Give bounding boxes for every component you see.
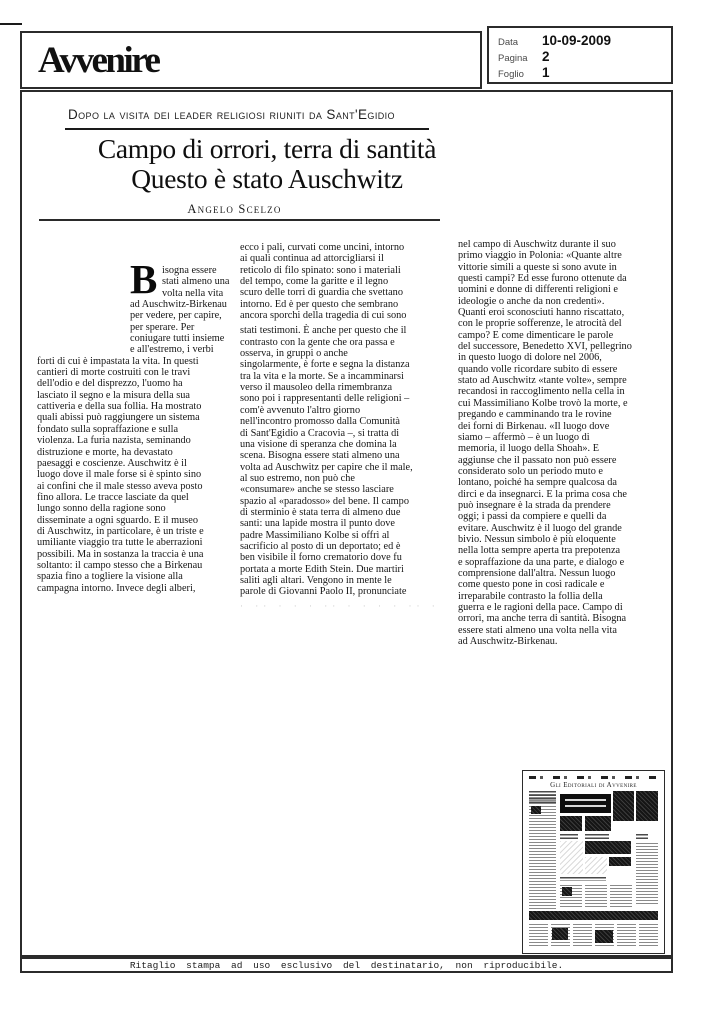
text-line: scena. Bisogna essere stati almeno una — [240, 450, 400, 462]
text-line: vittorie simili a queste si sono avute in — [458, 261, 617, 273]
mini-heading-block — [585, 834, 609, 839]
text-line: quando volle ricordare subito di essere — [458, 363, 618, 375]
text-line: cantieri di morte costruiti con le travi — [37, 367, 191, 379]
text-line: considerato solo un periodo muto e — [458, 465, 603, 477]
page-thumbnail — [522, 770, 665, 954]
text-line: dirci e da insegnarci. E la prima cosa che — [458, 488, 627, 500]
text-line: isogna essere — [162, 265, 217, 276]
column-1-lines — [37, 356, 243, 594]
text-line: comprensione dall'altra. Nessun luogo — [458, 567, 616, 579]
text-line: parole di Giovanni Paolo II, pronunciate — [240, 586, 407, 598]
headline-line-2: Questo è stato Auschwitz — [131, 163, 403, 194]
headline — [32, 134, 502, 194]
text-line: evitare. Auschwitz è il luogo del grande — [458, 522, 622, 534]
text-line: Quanti eroi sconosciuti hanno riscattato, — [458, 307, 625, 319]
text-line: volta nella vita — [162, 287, 224, 299]
text-line: questi campi? Ed esse furono ottenute da — [458, 273, 627, 285]
sheet-value: 1 — [542, 65, 550, 80]
text-line: di sterminio è stata terra di almeno due — [240, 506, 401, 518]
text-line: recandosi in raccoglimento nella cella in — [458, 386, 625, 398]
article-column-3 — [458, 239, 668, 647]
text-line: una visione di speranza che domina la — [240, 438, 397, 450]
info-row-date — [498, 33, 671, 49]
text-line: reticolo di filo spinato: sono i materiali — [240, 264, 401, 276]
text-line: dei forni di Birkenau. «Il luogo dove — [458, 420, 610, 432]
column-2-lines — [240, 242, 454, 598]
drop-cap: B — [130, 256, 158, 302]
byline-rule — [39, 219, 440, 221]
text-line: primo viaggio in Polonia: «Quante altre — [458, 250, 622, 262]
text-line: del successore, Benedetto XVI, pellegrino — [458, 341, 632, 353]
mini-text-block — [636, 843, 658, 905]
text-line: stati almeno una — [162, 276, 230, 288]
masthead-box — [20, 31, 482, 89]
mini-sketch — [560, 841, 583, 874]
text-line: portata a morte Edith Stein. Due martiri — [240, 563, 404, 575]
text-line: luogo dove il male forse si è spinto sino — [37, 469, 202, 481]
text-line: spazia fino a togliere la visione alla — [37, 571, 183, 583]
mini-text-block — [617, 924, 636, 947]
mini-headline-text-line — [565, 799, 606, 801]
mini-text-block — [529, 924, 548, 947]
mini-photo — [552, 928, 568, 940]
sheet-label: Foglio — [498, 69, 524, 80]
text-line: stato ad Auschwitz «tante volte», sempre — [458, 375, 627, 387]
mini-photo — [609, 857, 631, 866]
text-line: uomini e donne di differenti religioni e — [458, 284, 618, 296]
text-line: per sperare. Per — [130, 321, 195, 333]
mini-text-block — [585, 885, 607, 909]
text-line: dell'odio e del disprezzo, l'uomo ha — [37, 378, 183, 390]
mini-photo — [595, 930, 613, 943]
text-line: fondato sulla sopraffazione e sulla — [37, 423, 179, 435]
newspaper-logo: Avvenire — [38, 39, 159, 81]
mini-text-block — [639, 924, 658, 947]
thumbnail-header-dashes — [529, 776, 658, 779]
mini-photo — [585, 816, 611, 831]
text-line: violenza. La furia nazista, seminando — [37, 435, 191, 447]
info-row-sheet — [498, 65, 671, 81]
text-line: lasciato il segno e la misura della sua — [37, 389, 190, 401]
mini-heading-block — [560, 834, 578, 839]
text-line: irreparabile contrasto la follia della — [458, 590, 603, 602]
text-line: spazio al «paradosso» del bene. Il campo — [240, 495, 409, 507]
text-line: per vedere, per capire, — [130, 310, 222, 322]
mini-heading-block — [636, 834, 648, 840]
text-line: umiliante viaggio tra tutte le aberrazioni — [37, 537, 203, 549]
column-3-lines — [458, 239, 668, 647]
text-line: com'è avvenuto l'altro giorno — [240, 404, 361, 416]
text-line: fino allora. Le tracce lasciate da quel — [37, 491, 189, 503]
mini-text-block — [573, 924, 592, 947]
text-line: intorno. Ed è per questo che sembrano — [240, 298, 399, 310]
text-line: guerra e le ragioni della pace. Campo di — [458, 602, 623, 613]
text-line: sono poi i rappresentanti delle religioni – — [240, 393, 410, 405]
text-line: oggi; i passi da compiere e quelli da — [458, 511, 607, 523]
text-line: soltanto: il campo stesso che a Birkenau — [37, 559, 203, 571]
faded-cut-line: · ·· · · · ·· · · · · ·· · — [240, 600, 440, 611]
thumbnail-miniature — [529, 791, 658, 947]
mini-heading-block — [529, 791, 556, 803]
text-line: ad Auschwitz-Birkenau. — [458, 636, 558, 648]
text-line: campagna intorno. Invece degli alberi, — [37, 582, 196, 594]
text-line: lungo sonno della ragione sono — [37, 503, 166, 515]
text-line: orrori, ma anche terra di santità. Bisogna — [458, 613, 627, 625]
mini-text-block — [610, 885, 632, 909]
text-line: e sopraffazione da una parte, e dialogo e — [458, 556, 625, 568]
text-line: pregando e camminando tra le rovine — [458, 409, 612, 421]
article-column-1 — [37, 242, 243, 594]
text-line: contrasto con la gente che ora passa e — [240, 336, 395, 348]
kicker-underline — [65, 128, 429, 130]
text-line: possibili. Ma in sostanza la traccia è una — [37, 548, 204, 560]
mini-headline-text-line — [565, 805, 606, 807]
footer-bar — [20, 957, 673, 973]
text-line: verso il mausoleo della rimembranza — [240, 382, 393, 394]
page-label: Pagina — [498, 53, 528, 64]
text-line: di Sant'Egidio a Cracovia –, si tratta di — [240, 427, 400, 439]
mini-photo — [562, 887, 572, 896]
text-line: distruzione e morte, ha devastato — [37, 446, 173, 458]
byline: Angelo Scelzo — [187, 202, 282, 216]
date-label: Data — [498, 37, 519, 48]
text-line: siamo – affermò – è un luogo di — [458, 431, 590, 443]
text-line: ad Auschwitz-Birkenau — [130, 299, 227, 311]
text-line: coniugare tutti insieme — [130, 333, 225, 345]
text-line: volta ad Auschwitz per capire che il male, — [240, 461, 413, 473]
text-line: scuro delle torri di guardia che svettano — [240, 287, 403, 299]
text-line: con le proprie sofferenze, le atrocità del — [458, 318, 622, 330]
text-line: aggiunse che il passato non può essere — [458, 454, 617, 466]
mini-sketch — [585, 857, 607, 874]
text-line: memoria, il luogo della Shoah». E — [458, 443, 599, 455]
text-line: osserva, in gruppi o anche — [240, 348, 348, 360]
text-line: essere stati almeno una volta nella vita — [458, 624, 617, 636]
mini-photo — [531, 806, 541, 814]
text-line: ben visibile il forno crematorio dove fu — [240, 552, 402, 564]
text-line: paesaggi e coscienze. Auschwitz è il — [37, 457, 187, 469]
text-line: di Auschwitz, in particolare, è un triste e — [37, 525, 204, 537]
text-line: ai quali continua ad attorcigliarsi il — [240, 253, 384, 265]
clipping-info-box — [487, 26, 673, 84]
mini-black-headline-box — [560, 794, 611, 813]
text-line: nel campo di Auschwitz durante il suo — [458, 239, 616, 250]
text-line: lontano, poiché ha sempre qualcosa da — [458, 477, 617, 489]
text-line: saliti agli altari. Vengono in mente le — [240, 574, 392, 586]
text-line: santi: una lapide mostra il punto dove — [240, 518, 395, 530]
text-line: sacrificio al posto di un deportato; ed è — [240, 540, 401, 552]
text-line: bivio. Nessun simbolo è più eloquente — [458, 533, 616, 545]
mini-photo — [636, 791, 658, 821]
text-line: campo? E come dimenticare le parole — [458, 329, 614, 341]
thumbnail-title: Gli Editoriali di Avvenire — [550, 781, 637, 789]
text-line: padre Massimiliano Kolbe si offrì al — [240, 529, 390, 541]
mini-halftone-strip — [585, 841, 631, 854]
text-line: cui Massimiliano Kolbe trovò la morte, e — [458, 397, 628, 409]
text-line: disseminate a ogni sguardo. E il museo — [37, 514, 199, 526]
text-line: ecco i pali, curvati come uncini, intorno — [240, 242, 405, 253]
text-line: cattiveria e della sua follia. Ha mostrato — [37, 401, 202, 413]
text-line: può insegnare è la strada da prendere — [458, 499, 611, 511]
headline-line-1: Campo di orrori, terra di santità — [97, 133, 437, 164]
text-line: ideologie o anche da non credenti». — [458, 295, 605, 307]
page-value: 2 — [542, 49, 550, 64]
text-line: nell'incontro promosso dalla Comunità — [240, 416, 401, 428]
text-line: tra la vita e la morte. Se a incamminarsi — [240, 370, 404, 382]
kicker: Dopo la visita dei leader religiosi riuniti da Sant'Egidio — [68, 107, 395, 122]
info-row-page — [498, 49, 671, 65]
text-line: quali abissi può raggiungere un sistema — [37, 412, 200, 424]
date-value: 10-09-2009 — [542, 33, 612, 48]
article-column-2 — [240, 242, 454, 611]
mini-photo — [613, 791, 634, 821]
lead-paragraph — [130, 256, 243, 356]
article-frame — [20, 90, 673, 957]
text-line: in questo luogo di dolore nel 2006, — [458, 352, 602, 364]
text-line: singolarmente, è forte e segna la distanza — [240, 359, 410, 371]
text-line: e all'estremo, i verbi — [130, 344, 214, 356]
text-line: nella lotta sempre aperta tra prepotenza — [458, 545, 621, 557]
text-line: ai confini che il male stesso aveva posto — [37, 480, 203, 492]
text-line: stati testimoni. È anche per questo che il — [240, 325, 407, 337]
footer-notice: Ritaglio stampa ad uso esclusivo del destinatario, non riproducibile. — [129, 959, 564, 971]
mini-banner — [529, 911, 658, 920]
text-line: «consumare» anche se stesso lasciare — [240, 484, 394, 496]
text-line: al suo estremo, non può che — [240, 472, 355, 484]
text-line: del tempo, come la garitte e il legno — [240, 276, 389, 288]
text-line: come questo pone in così radicale e — [458, 579, 605, 591]
text-line: ancora sporchi della tragedia di cui sono — [240, 310, 407, 322]
text-line: forti di cui è impastata la vita. In questi — [37, 355, 199, 367]
mini-caption-line — [560, 877, 606, 881]
mini-photo — [560, 816, 582, 831]
corner-tick — [0, 23, 22, 25]
